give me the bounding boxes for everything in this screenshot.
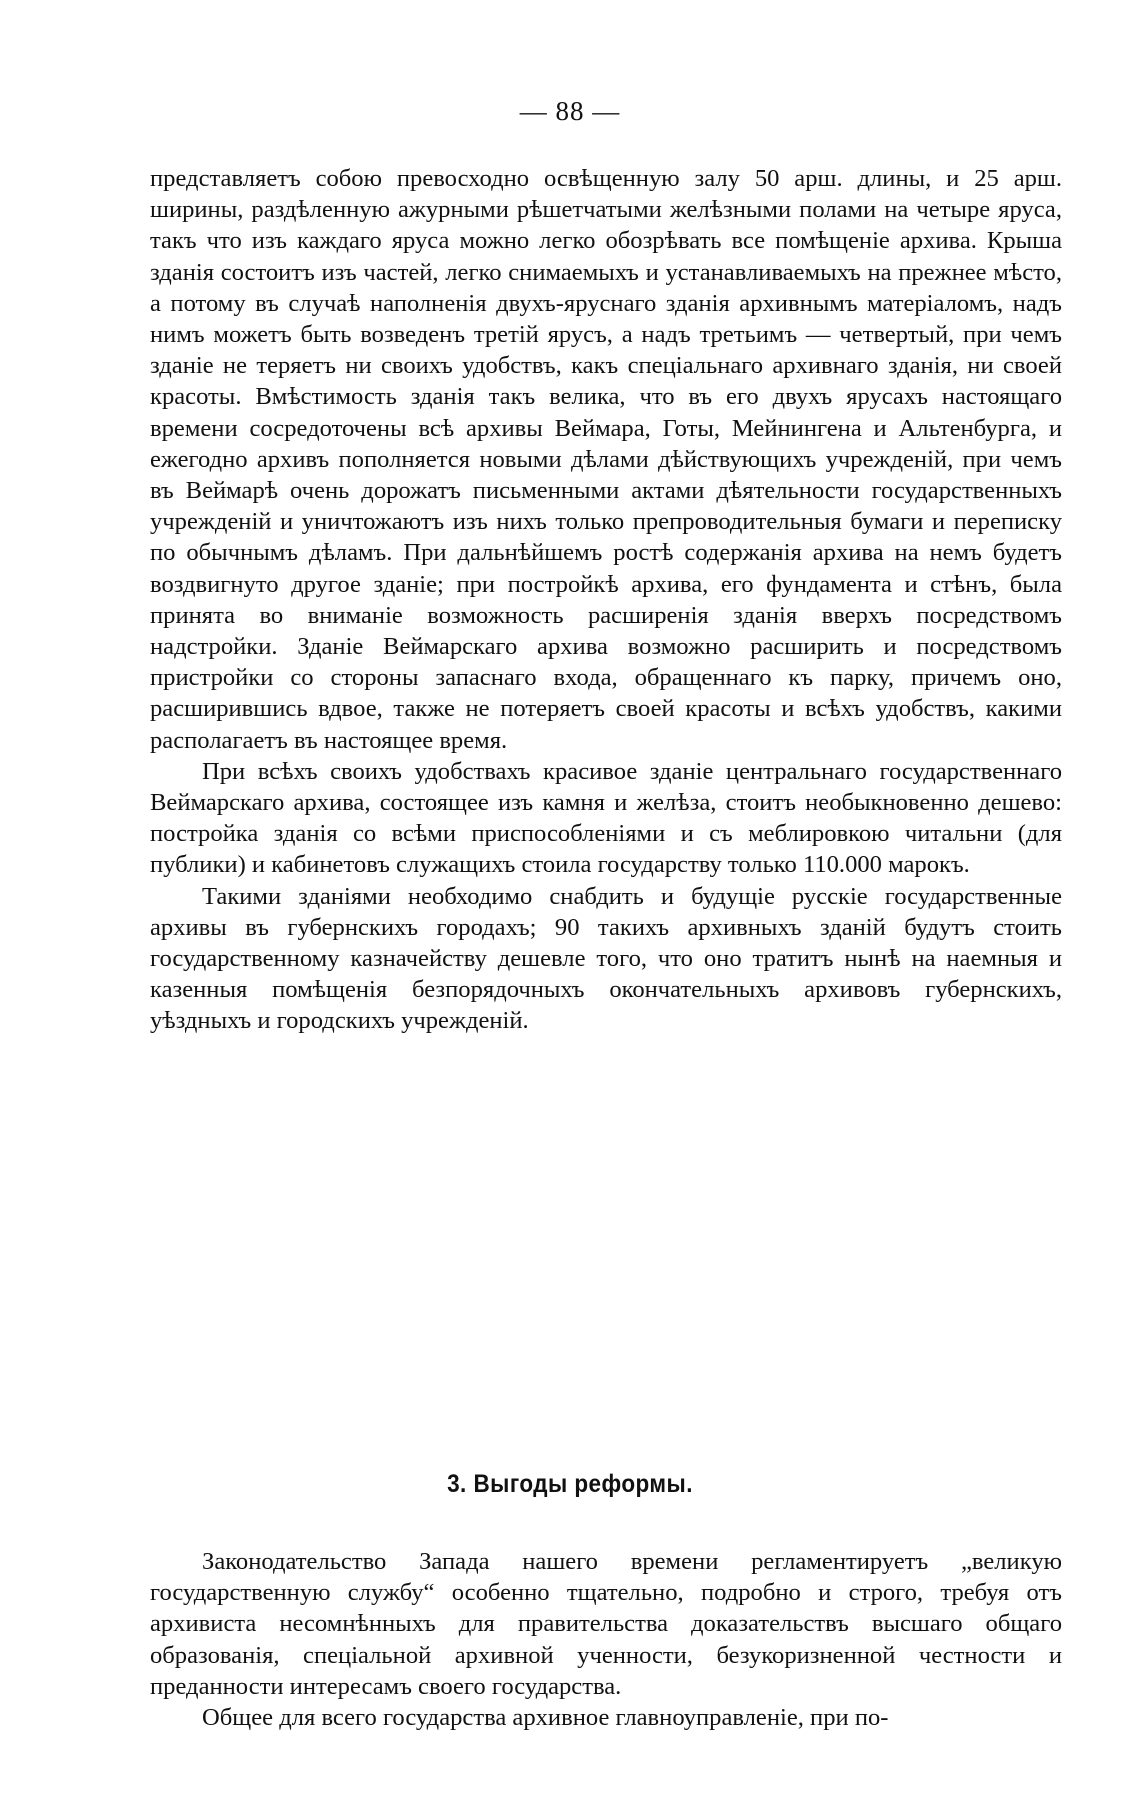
paragraph: При всѣхъ своихъ удобствахъ красивое зданіе центральнаго государственнаго Веймарскаго архива, состоящее изъ камня и желѣза, стоитъ необыкновенно дешево: постройка зданія со всѣми приспособленіями и съ меблировкою читальни (для публики) и кабинетовъ служащихъ стоила государству только 110.000 марокъ. bbox=[150, 757, 1062, 879]
paragraph: Общее для всего государства архивное главноуправленіе, при по- bbox=[202, 1704, 889, 1732]
body-text-after-section bbox=[150, 1546, 1062, 1733]
section-heading: 3. Выгоды реформы. bbox=[447, 1470, 693, 1498]
paragraph: Законодательство Запада нашего времени регламентируетъ „великую государственную службу“ особенно тщательно, подробно и строго, требуя отъ архивиста несомнѣнныхъ для правительства доказательствъ высшаго общаго образованія, спеціальной архивной ученности, безукоризненной честности и преданности интересамъ своего государства. bbox=[150, 1548, 1062, 1700]
paragraph: Такими зданіями необходимо снабдить и будущіе русскіе государственные архивы въ губернскихъ городахъ; 90 такихъ архивныхъ зданій будутъ стоить государственному казначейству дешевле того, что оно тратитъ нынѣ на наемныя и казенныя помѣщенія безпорядочныхъ окончательныхъ архивовъ губернскихъ, уѣздныхъ и городскихъ учрежденій. bbox=[150, 882, 1062, 1035]
body-text-before-section bbox=[150, 163, 1062, 1037]
paragraph: представляетъ собою превосходно освѣщенную залу 50 арш. длины, и 25 арш. ширины, раздѣленную ажурными рѣшетчатыми желѣзными полами на четыре яруса, такъ что изъ каждаго яруса можно легко обозрѣвать все помѣщеніе архива. Крыша зданія состоитъ изъ частей, легко снимаемыхъ и устанавливаемыхъ на прежнее мѣсто, а потому въ случаѣ наполненія двухъ-яруснаго зданія архивнымъ матеріаломъ, надъ нимъ можетъ быть возведенъ третій ярусъ, а надъ третьимъ — четвертый, при чемъ зданіе не теряетъ ни своихъ удобствъ, какъ спеціальнаго архивнаго зданія, ни своей красоты. Вмѣстимость зданія такъ велика, что въ его двухъ ярусахъ настоящаго времени сосредоточены всѣ архивы Веймара, Готы, Мейнингена и Альтенбурга, и ежегодно архивъ пополняется новыми дѣлами дѣйствующихъ учрежденій, при чемъ въ Веймарѣ очень дорожатъ письменными актами дѣятельности государственныхъ учрежденій и уничтожаютъ изъ нихъ только препроводительныя бумаги и переписку по обычнымъ дѣламъ. При дальнѣйшемъ ростѣ содержанія архива на немъ будетъ воздвигнуто другое зданіе; при постройкѣ архива, его фундамента и стѣнъ, была принята во вниманіе возможность расширенія зданія вверхъ посредствомъ надстройки. Зданіе Веймарскаго архива возможно расширить и посредствомъ пристройки со стороны запаснаго входа, обращеннаго къ парку, причемъ оно, расширившись вдвое, также не потеряетъ своей красоты и всѣхъ удобствъ, какими располагаетъ въ настоящее время. bbox=[150, 165, 1062, 754]
page-number: — 88 — bbox=[519, 96, 621, 126]
